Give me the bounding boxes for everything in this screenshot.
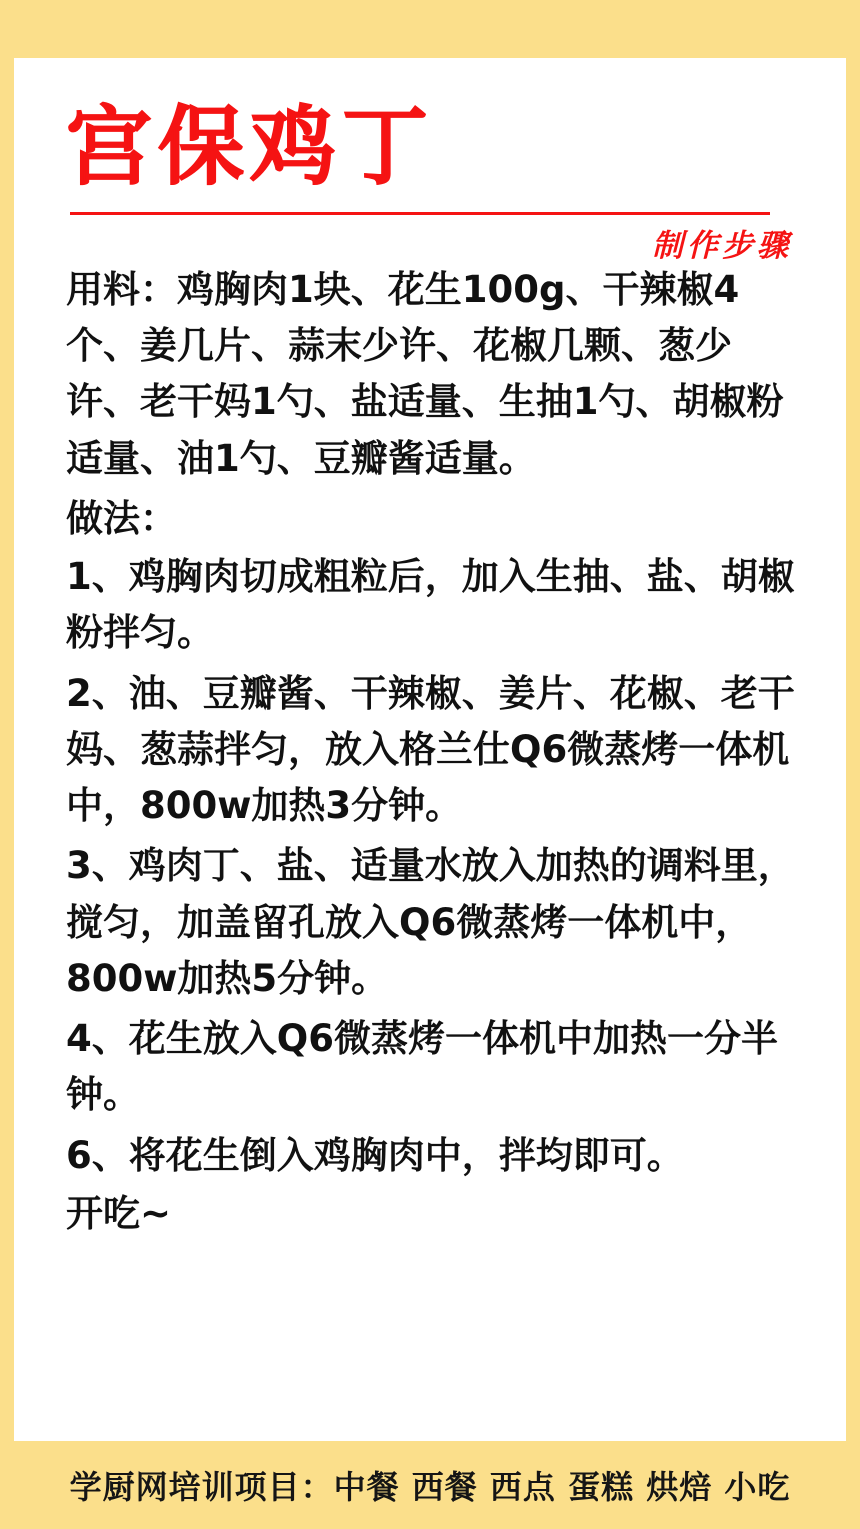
title-underline-rule — [70, 212, 770, 215]
ingredients-paragraph: 用料：鸡胸肉1块、花生100g、干辣椒4个、姜几片、蒜末少许、花椒几颗、葱少许、老干妈1勺、盐适量、生抽1勺、胡椒粉适量、油1勺、豆瓣酱适量。 — [66, 268, 784, 480]
poster-content — [14, 58, 846, 1441]
step-item: 1、鸡胸肉切成粗粒后，加入生抽、盐、胡椒粉拌匀。 — [66, 555, 795, 655]
footer-bar — [0, 1441, 860, 1529]
title-block — [66, 84, 798, 264]
closing-note: 开吃~ — [66, 1191, 172, 1235]
page-title: 宫保鸡丁 — [66, 97, 434, 197]
step-item: 4、花生放入Q6微蒸烤一体机中加热一分半钟。 — [66, 1017, 778, 1117]
steps-heading: 做法： — [66, 496, 177, 540]
recipe-body — [66, 262, 798, 1242]
step-item: 2、油、豆瓣酱、干辣椒、姜片、花椒、老干妈、葱蒜拌匀，放入格兰仕Q6微蒸烤一体机中，800w加热3分钟。 — [66, 671, 795, 828]
step-item: 3、鸡肉丁、盐、适量水放入加热的调料里，搅匀，加盖留孔放入Q6微蒸烤一体机中，800w加热5分钟。 — [66, 844, 795, 1000]
frame-left-band — [0, 0, 14, 1529]
footer-text: 学厨网培训项目：中餐 西餐 西点 蛋糕 烘焙 小吃 — [69, 1468, 791, 1506]
subtitle: 制作步骤 — [652, 228, 792, 264]
step-item: 6、将花生倒入鸡胸肉中，拌均即可。 — [66, 1133, 684, 1177]
frame-right-band — [846, 0, 860, 1529]
frame-top-band — [0, 0, 860, 58]
